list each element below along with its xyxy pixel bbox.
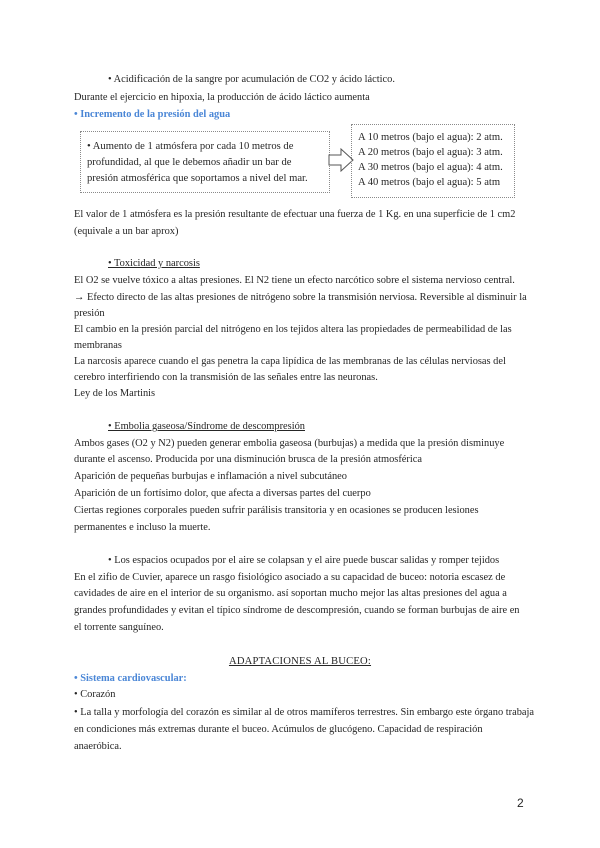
paragraph-line: durante el ascenso. Producida por una disminución brusca de la presión atmosférica	[74, 454, 422, 465]
paragraph-line: cavidades de aire en el interior de su organismo. así soportan mucho mejor las altas presiones del agua a	[74, 588, 507, 599]
box-left-line: • Aumento de 1 atmósfera por cada 10 metros de	[87, 141, 294, 152]
paragraph-line: En el zifio de Cuvier, aparece un rasgo fisiológico asociado a su capacidad de buceo: notoria escasez de	[74, 572, 506, 583]
paragraph-line: Aparición de pequeñas burbujas e inflamación a nivel subcutáneo	[74, 471, 347, 482]
depth-pressure-box	[351, 124, 515, 198]
paragraph-line: grandes profundidades y evitan el típico síndrome de descompresión, cuando se forman burbujas de aire en	[74, 605, 520, 616]
paragraph-line: El cambio en la presión parcial del nitrógeno en los tejidos altera las propiedades de permeabilidad de las	[74, 324, 512, 335]
paragraph-line: el torrente sanguíneo.	[74, 622, 164, 633]
paragraph-line: El valor de 1 atmósfera es la presión resultante de efectuar una fuerza de 1 Kg. en una superficie de 1 cm2	[74, 209, 516, 220]
heading-cardiovascular: • Sistema cardiovascular:	[74, 673, 187, 684]
section-heading-diving-adaptations: ADAPTACIONES AL BUCEO:	[228, 656, 372, 667]
paragraph-line: (equivale a un bar aprox)	[74, 226, 179, 237]
depth-line: A 10 metros (bajo el agua): 2 atm.	[358, 132, 503, 143]
box-left-line: profundidad, al que le debemos añadir un bar de	[87, 157, 292, 168]
depth-line: A 30 metros (bajo el agua): 4 atm.	[358, 162, 503, 173]
box-left-line: presión atmosférica que soportamos a nivel del mar.	[87, 173, 308, 184]
paragraph-line: en condiciones más extremas durante el buceo. Acúmulos de glucógeno. Capacidad de respiración	[74, 724, 483, 735]
pressure-explanation-box	[80, 131, 330, 193]
paragraph-line: presión	[74, 308, 105, 319]
paragraph-line: La narcosis aparece cuando el gas penetra la capa lipídica de las membranas de las células nerviosas del	[74, 356, 506, 367]
paragraph-line: membranas	[74, 340, 122, 351]
paragraph-line: • La talla y morfología del corazón es similar al de otros mamíferos terrestres. Sin embargo este órgano trabaja	[74, 707, 534, 718]
bullet-acidification: • Acidificación de la sangre por acumulación de CO2 y ácido láctico.	[108, 74, 395, 85]
paragraph-line: cerebro interfiriendo con la transmisión de las señales entre las neuronas.	[74, 372, 378, 383]
bullet-air-spaces: • Los espacios ocupados por el aire se colapsan y el aire puede buscar salidas y romper tejidos	[108, 555, 500, 566]
subheading-toxicity: • Toxicidad y narcosis	[108, 258, 200, 269]
paragraph-line: Ciertas regiones corporales pueden sufrir parálisis transitoria y en ocasiones se producen lesiones	[74, 505, 479, 516]
heading-water-pressure: • Incremento de la presión del agua	[74, 109, 231, 120]
depth-line: A 20 metros (bajo el agua): 3 atm.	[358, 147, 503, 158]
paragraph-line: permanentes e incluso la muerte.	[74, 522, 211, 533]
paragraph-line: Ley de los Martinis	[74, 388, 156, 399]
text-hypoxia-lactic: Durante el ejercicio en hipoxia, la producción de ácido láctico aumenta	[74, 92, 370, 103]
paragraph-line: Aparición de un fortísimo dolor, que afecta a diversas partes del cuerpo	[74, 488, 371, 499]
subheading-embolism: • Embolia gaseosa/Síndrome de descompresión	[108, 421, 305, 432]
depth-line: A 40 metros (bajo el agua): 5 atm	[358, 177, 501, 188]
paragraph-line: Ambos gases (O2 y N2) pueden generar embolia gaseosa (burbujas) a medida que la presión disminuye	[74, 438, 505, 449]
paragraph-line: El O2 se vuelve tóxico a altas presiones. El N2 tiene un efecto narcótico sobre el sistema nervioso central.	[74, 275, 515, 286]
bullet-heart: • Corazón	[74, 689, 116, 700]
paragraph-line: anaeróbica.	[74, 741, 122, 752]
page-number: 2	[517, 796, 524, 810]
paragraph-line: → Efecto directo de las altas presiones de nitrógeno sobre la transmisión nerviosa. Reversible al disminuir la	[74, 292, 527, 303]
